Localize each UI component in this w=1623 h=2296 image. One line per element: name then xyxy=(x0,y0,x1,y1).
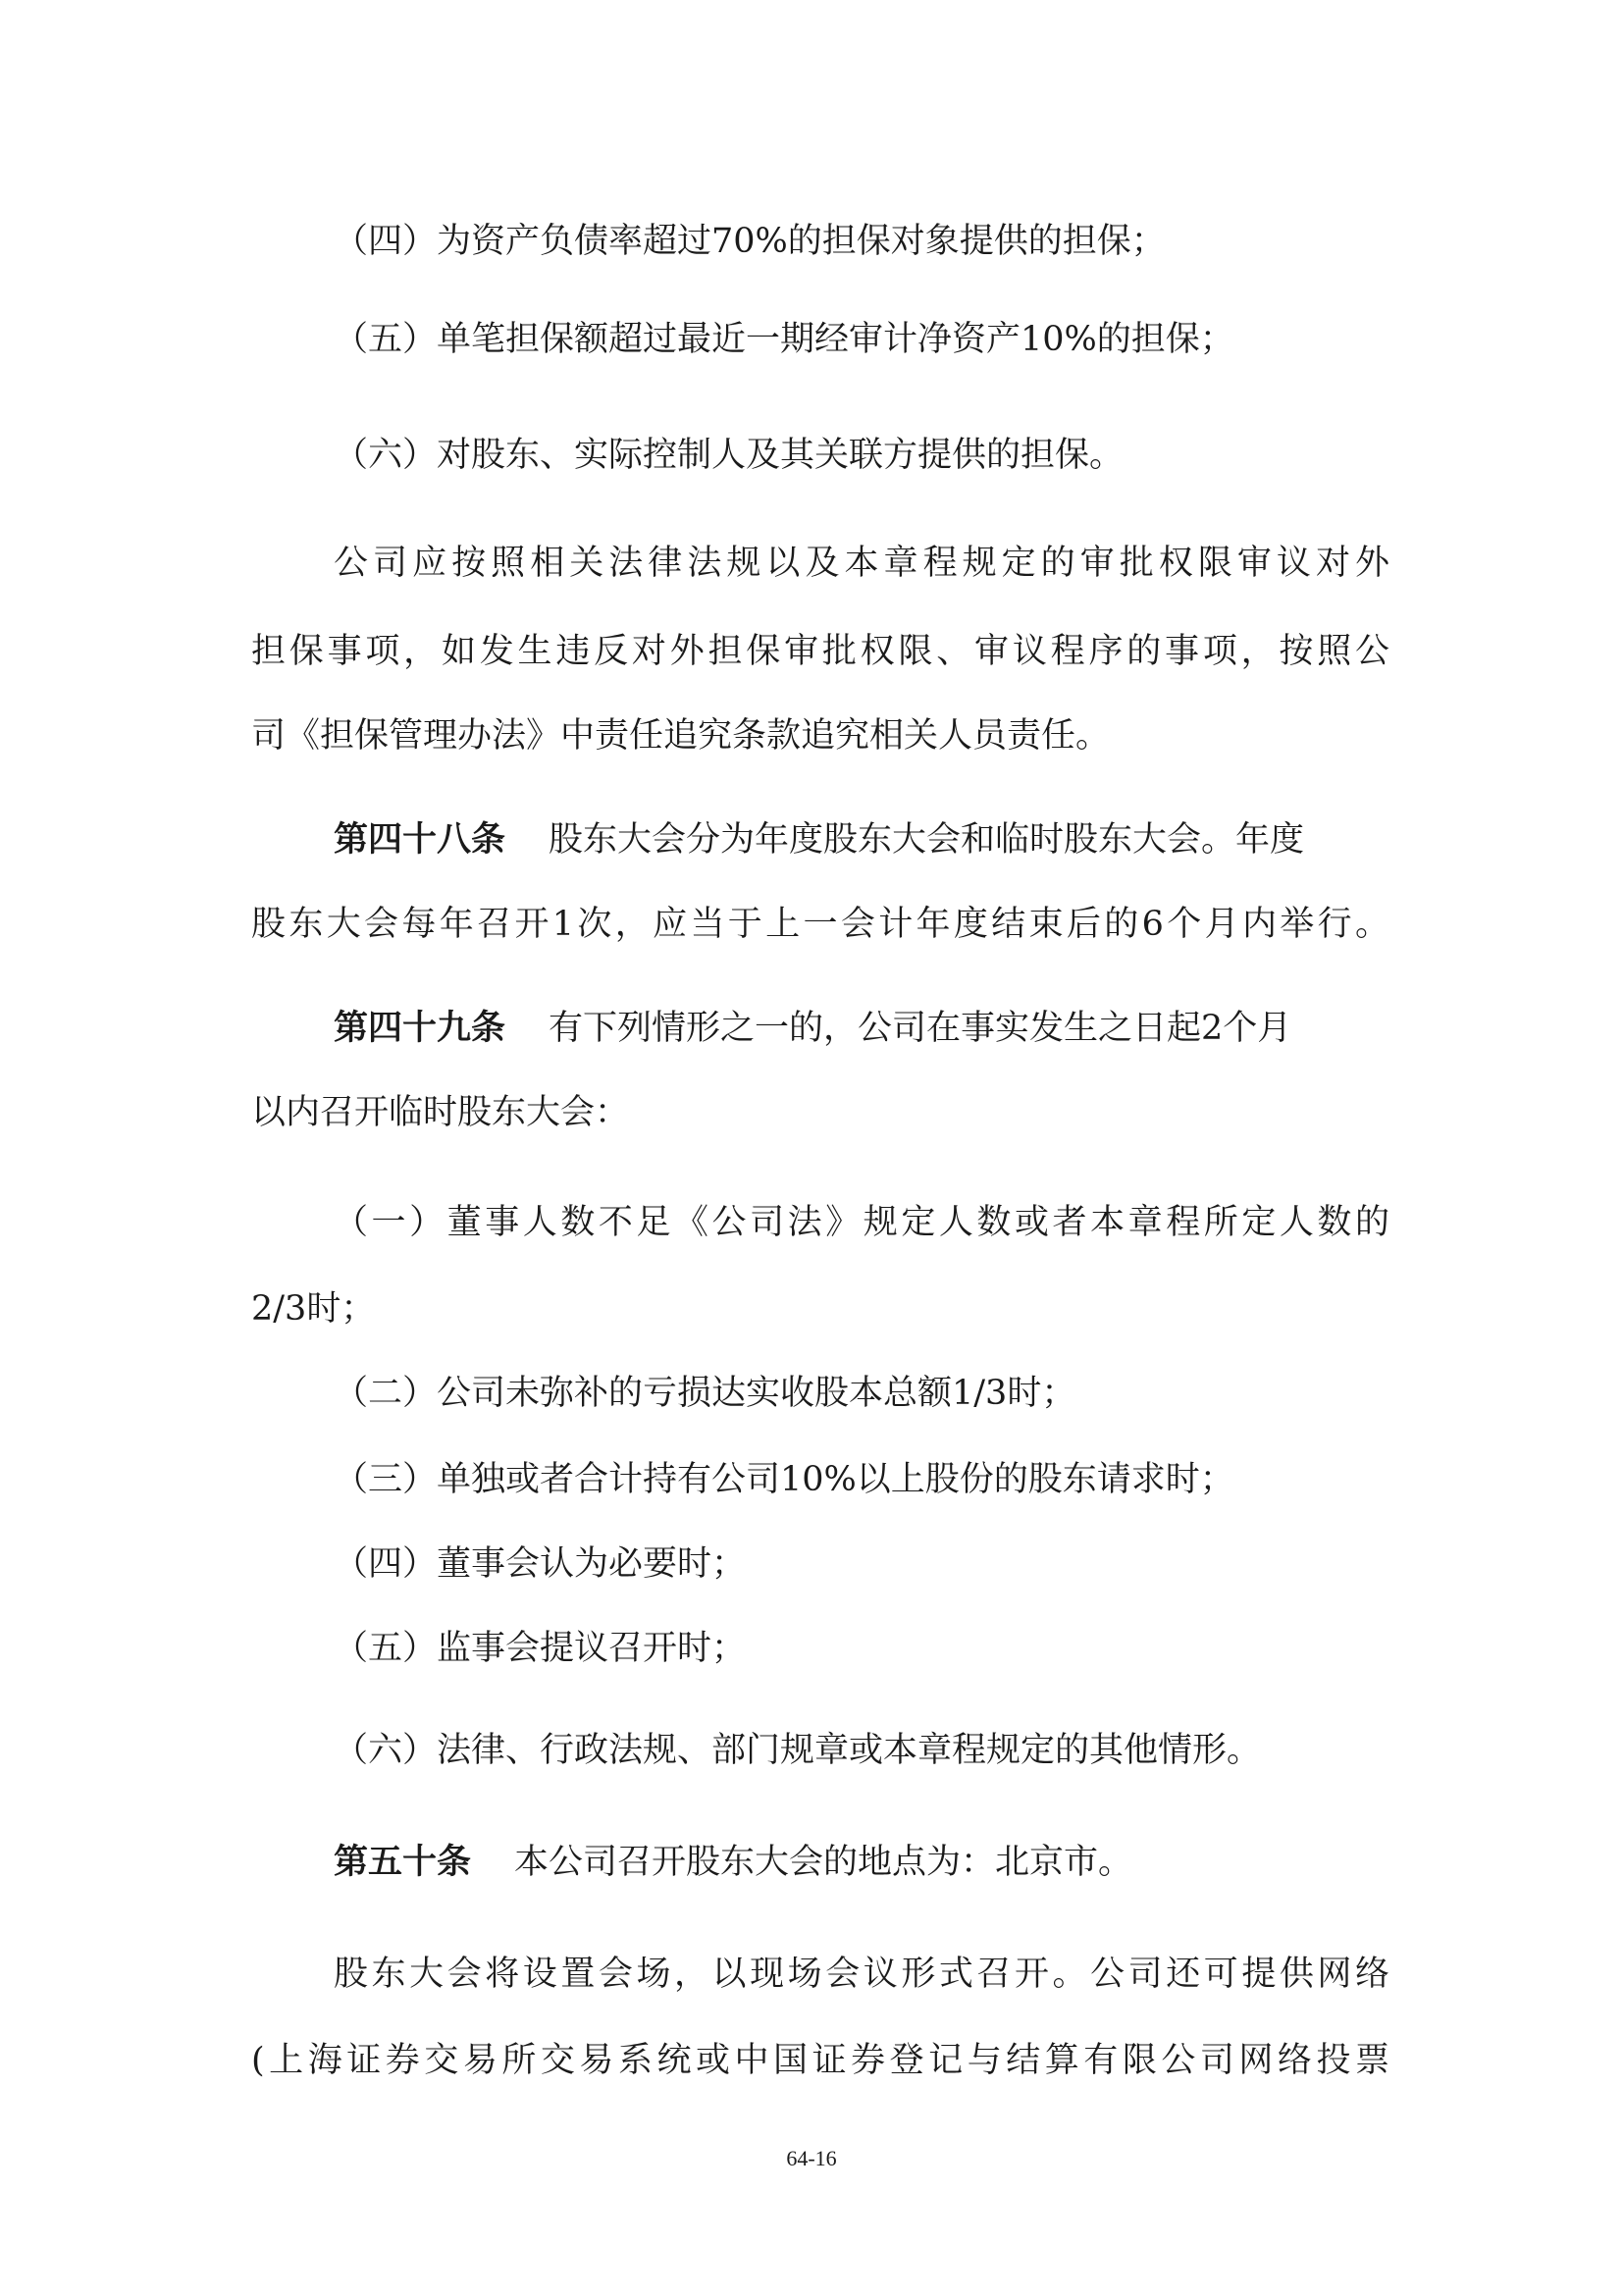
meeting-venue-line-2: (上海证券交易所交易系统或中国证券登记与结算有限公司网络投票 xyxy=(251,2041,1389,2080)
article-50-text: 本公司召开股东大会的地点为：北京市。 xyxy=(514,1843,1133,1882)
item-six-guarantee: （六）对股东、实际控制人及其关联方提供的担保。 xyxy=(334,436,1125,475)
item-five-guarantee: （五）单笔担保额超过最近一期经审计净资产10%的担保； xyxy=(334,320,1234,359)
item-four-guarantee: （四）为资产负债率超过70%的担保对象提供的担保； xyxy=(334,222,1166,261)
article-49-line-2: 以内召开临时股东大会： xyxy=(251,1093,630,1132)
article-49-item-6: （六）法律、行政法规、部门规章或本章程规定的其他情形。 xyxy=(334,1731,1262,1770)
article-49-text: 有下列情形之一的，公司在事实发生之日起2个月 xyxy=(549,1009,1292,1048)
article-49-item-1-line-2: 2/3时； xyxy=(251,1289,376,1329)
meeting-venue-line-1: 股东大会将设置会场，以现场会议形式召开。公司还可提供网络 xyxy=(334,1955,1389,1994)
guarantee-policy-line-1: 公司应按照相关法律法规以及本章程规定的审批权限审议对外 xyxy=(334,544,1389,583)
article-49-item-4: （四）董事会认为必要时； xyxy=(334,1544,747,1584)
article-49-item-3: （三）单独或者合计持有公司10%以上股份的股东请求时； xyxy=(334,1460,1234,1499)
article-49-item-1-line-1: （一）董事人数不足《公司法》规定人数或者本章程所定人数的 xyxy=(334,1203,1389,1242)
article-48-line-2: 股东大会每年召开1次，应当于上一会计年度结束后的6个月内举行。 xyxy=(251,905,1389,944)
page-number: 64-16 xyxy=(786,2146,837,2170)
article-50-line-1 xyxy=(334,1839,1389,1886)
article-50-title: 第五十条 xyxy=(334,1842,472,1882)
article-48-text: 股东大会分为年度股东大会和临时股东大会。年度 xyxy=(549,820,1305,860)
article-48-title: 第四十八条 xyxy=(334,819,506,860)
guarantee-policy-line-3: 司《担保管理办法》中责任追究条款追究相关人员责任。 xyxy=(251,716,1111,756)
article-49-line-1 xyxy=(334,1005,1389,1052)
article-48-line-1 xyxy=(334,816,1389,863)
guarantee-policy-line-2: 担保事项，如发生违反对外担保审批权限、审议程序的事项，按照公 xyxy=(251,632,1389,671)
article-49-item-2: （二）公司未弥补的亏损达实收股本总额1/3时； xyxy=(334,1374,1076,1413)
article-49-item-5: （五）监事会提议召开时； xyxy=(334,1629,747,1668)
article-49-title: 第四十九条 xyxy=(334,1008,506,1048)
